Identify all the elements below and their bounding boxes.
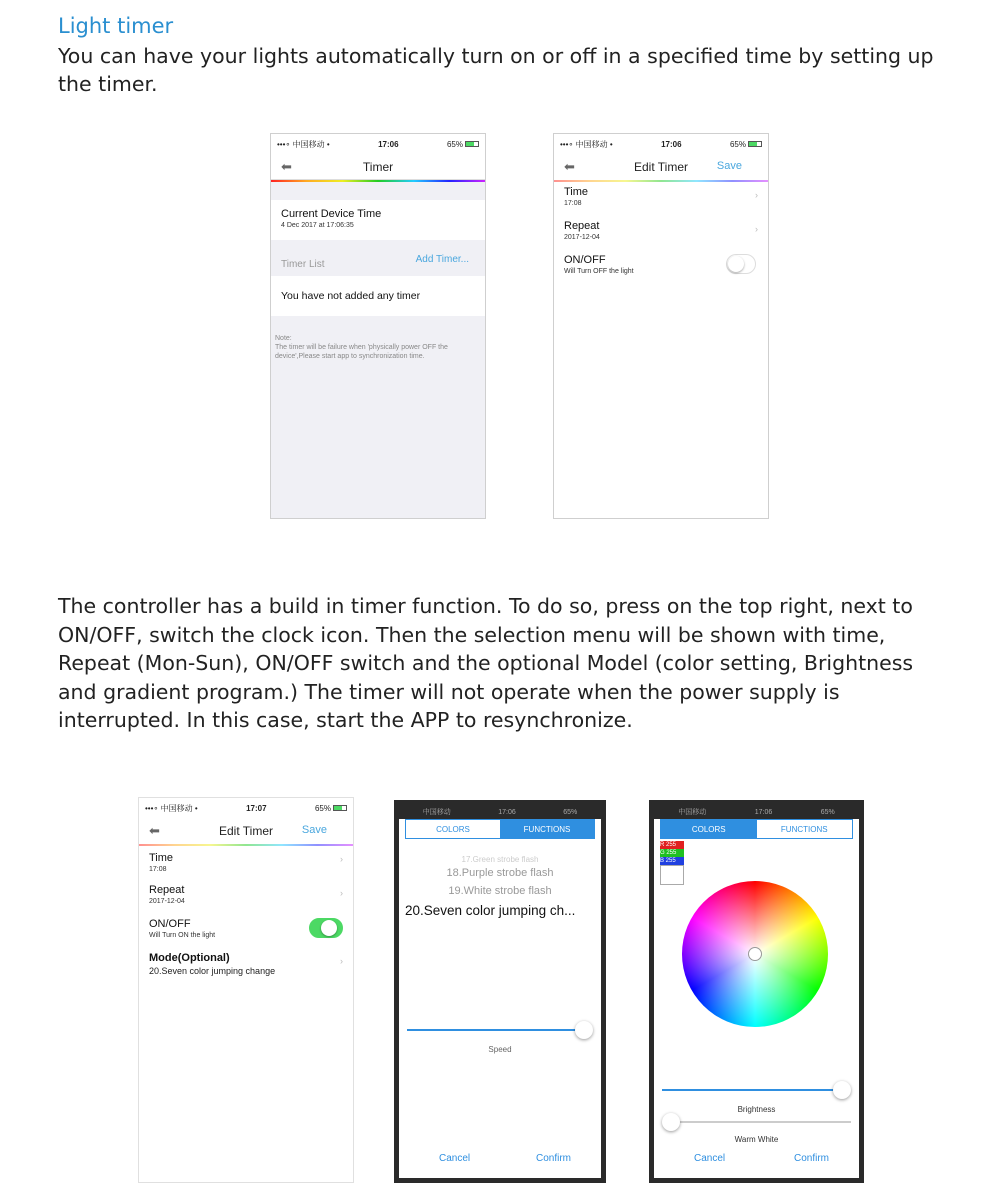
nav-bar: [139, 818, 353, 844]
empty-timer-row: [271, 276, 485, 316]
speed-slider[interactable]: [407, 1021, 593, 1041]
back-arrow-icon[interactable]: ⬅: [149, 823, 160, 838]
save-button[interactable]: Save: [301, 824, 327, 836]
function-picker[interactable]: [399, 855, 601, 918]
chevron-right-icon: ›: [340, 888, 343, 898]
green-value: G 255: [660, 849, 684, 857]
timer-list-label: Timer List: [281, 259, 325, 270]
time-value: 17:08: [149, 866, 167, 873]
nav-title: Edit Timer: [218, 824, 273, 838]
onoff-label: ON/OFF: [149, 918, 191, 930]
onoff-toggle[interactable]: [726, 254, 756, 274]
confirm-button[interactable]: Confirm: [793, 1153, 829, 1164]
slider-thumb[interactable]: [662, 1113, 680, 1131]
nav-bar: [554, 154, 768, 180]
cancel-button[interactable]: Cancel: [439, 1153, 471, 1164]
back-arrow-icon[interactable]: ⬅: [564, 159, 575, 174]
time-row[interactable]: [554, 182, 768, 216]
repeat-row[interactable]: [139, 880, 353, 914]
tab-colors[interactable]: COLORS: [661, 820, 757, 838]
battery-icon: [748, 141, 762, 147]
status-bar: 中国移动 17:06 65%: [399, 805, 601, 819]
note-text: Note: The timer will be failure when 'physically power OFF the device',Please start app to synchronization time.: [275, 335, 448, 360]
status-bar: [554, 134, 768, 154]
chevron-right-icon: ›: [755, 190, 758, 200]
battery-icon: [333, 805, 347, 811]
picker-option-selected: 20.Seven color jumping ch...: [405, 903, 576, 918]
carrier-label: •••∘ 中国移动 •: [277, 139, 330, 149]
time-value: 17:08: [564, 200, 582, 207]
carrier-label: •••∘ 中国移动 •: [560, 139, 613, 149]
tab-functions[interactable]: FUNCTIONS: [757, 820, 853, 838]
brightness-slider[interactable]: [662, 1081, 851, 1101]
current-time-label: Current Device Time: [281, 208, 382, 220]
slider-thumb[interactable]: [575, 1021, 593, 1039]
onoff-row: [139, 914, 353, 948]
intro-text: You can have your lights automatically turn on or off in a specified time by setting up the timer.: [58, 44, 934, 96]
blue-value: B 255: [660, 857, 684, 865]
clock-label: 17:06: [378, 139, 399, 149]
status-bar: [271, 134, 485, 154]
repeat-label: Repeat: [149, 884, 185, 896]
screenshot-timer: [270, 133, 486, 519]
tab-bar: [660, 819, 853, 839]
mode-value: 20.Seven color jumping change: [149, 966, 276, 976]
warm-white-slider[interactable]: [662, 1113, 851, 1133]
color-wheel[interactable]: [682, 881, 828, 1027]
screenshot-functions: [394, 800, 606, 1183]
repeat-row[interactable]: [554, 216, 768, 250]
slider-thumb[interactable]: [833, 1081, 851, 1099]
picker-option: 18.Purple strobe flash: [446, 867, 554, 879]
onoff-row: [554, 250, 768, 284]
mode-row[interactable]: [139, 948, 353, 982]
repeat-label: Repeat: [564, 220, 600, 232]
battery-label: 65%: [730, 140, 762, 149]
red-value: R 255: [660, 841, 684, 849]
onoff-hint: Will Turn ON the light: [149, 932, 216, 939]
color-swatch: [660, 865, 684, 885]
chevron-right-icon: ›: [755, 224, 758, 234]
time-row[interactable]: [139, 846, 353, 880]
body-paragraph: The controller has a build in timer function. To do so, press on the top right, next to ON/OFF, switch the clock icon. Then the selection menu will be shown with time, Repeat (Mon-Sun), ON/OFF switch and the optional Model (color setting, Brightness and gradient program.) The timer will not operate when the power supply is interrupted. In this case, start the APP to resynchronize.: [58, 594, 914, 732]
clock-label: 17:07: [246, 803, 267, 813]
screenshot-edit-timer-on: [138, 797, 354, 1183]
repeat-value: 2017-12-04: [149, 898, 185, 905]
slider-track: [672, 1121, 851, 1123]
mode-label: Mode(Optional): [149, 952, 230, 964]
screenshot-colors: [649, 800, 864, 1183]
save-button[interactable]: Save: [716, 160, 742, 172]
current-time-value: 4 Dec 2017 at 17:06:35: [281, 222, 354, 229]
nav-title: Timer: [362, 159, 394, 174]
battery-label: 65%: [447, 140, 479, 149]
slider-track: [662, 1089, 841, 1091]
screenshot-edit-timer-off: [553, 133, 769, 519]
onoff-hint: Will Turn OFF the light: [564, 268, 634, 275]
add-timer-link[interactable]: Add Timer...: [415, 254, 469, 265]
current-time-row: [271, 200, 485, 240]
rainbow-divider: [271, 180, 485, 182]
time-label: Time: [564, 186, 589, 198]
picker-option: 19.White strobe flash: [448, 885, 552, 897]
picker-option-faded: 17.Green strobe flash: [461, 855, 539, 864]
status-bar: [139, 798, 353, 818]
timer-list-header: [271, 240, 485, 276]
onoff-label: ON/OFF: [564, 254, 606, 266]
rgb-readout: [660, 841, 684, 885]
nav-bar: [271, 154, 485, 180]
brightness-label: Brightness: [737, 1105, 776, 1114]
cancel-button[interactable]: Cancel: [694, 1153, 726, 1164]
empty-timer-message: You have not added any timer: [281, 290, 421, 302]
battery-label: 65%: [315, 804, 347, 813]
time-label: Time: [149, 852, 174, 864]
speed-label: Speed: [488, 1045, 512, 1054]
confirm-button[interactable]: Confirm: [535, 1153, 571, 1164]
carrier-label: •••∘ 中国移动 •: [145, 803, 198, 813]
status-bar: 中国移动 17:06 65%: [654, 805, 859, 819]
chevron-right-icon: ›: [340, 956, 343, 966]
back-arrow-icon[interactable]: ⬅: [281, 159, 292, 174]
color-wheel-cursor[interactable]: [748, 947, 762, 961]
clock-label: 17:06: [661, 139, 682, 149]
battery-icon: [465, 141, 479, 147]
tab-colors[interactable]: COLORS: [406, 820, 500, 838]
nav-title: Edit Timer: [633, 160, 688, 174]
chevron-right-icon: ›: [340, 854, 343, 864]
section-title: Light timer: [58, 14, 174, 38]
onoff-toggle[interactable]: [309, 918, 343, 938]
slider-track: [407, 1029, 583, 1031]
tab-functions[interactable]: FUNCTIONS: [500, 820, 594, 838]
repeat-value: 2017-12-04: [564, 234, 600, 241]
tab-bar: [405, 819, 595, 839]
warm-white-label: Warm White: [734, 1135, 779, 1144]
